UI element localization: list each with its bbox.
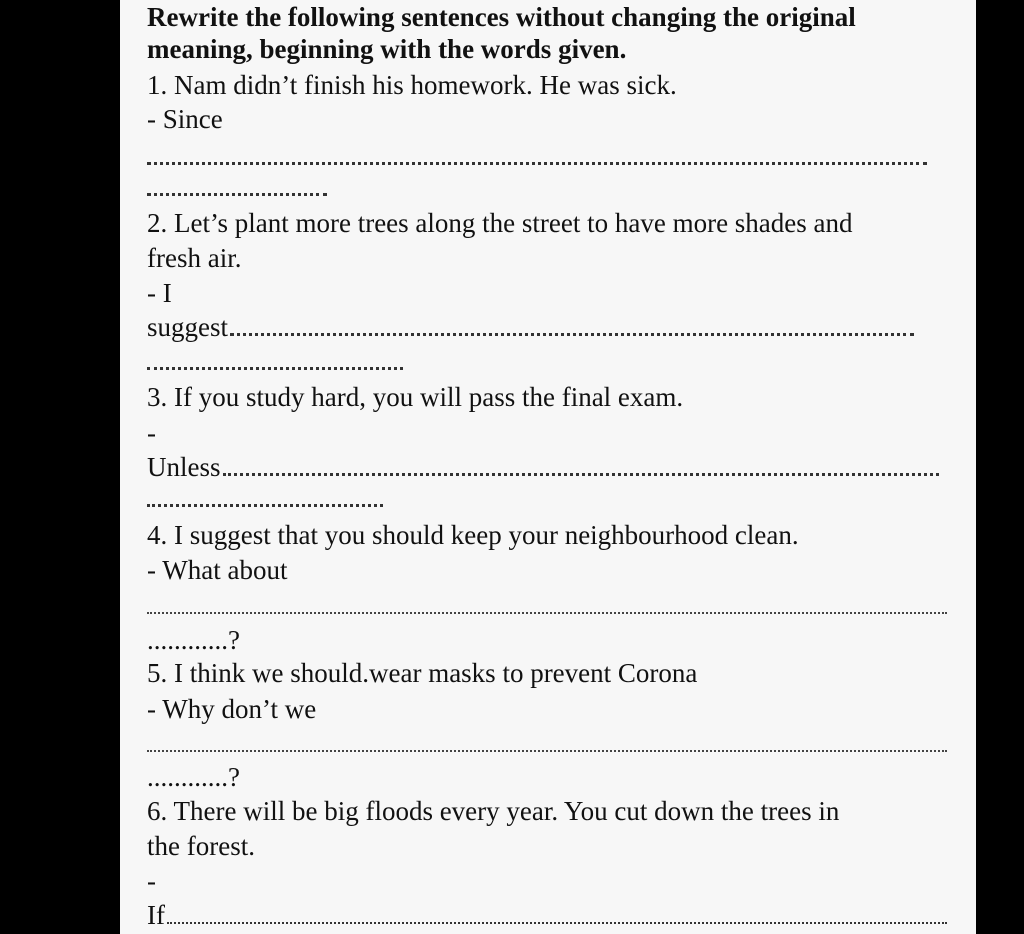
answer-line-5a[interactable]: [147, 750, 947, 752]
question-4-prompt: - What about: [147, 555, 288, 585]
question-4-text: 4. I suggest that you should keep your neighbourhood clean.: [147, 520, 799, 550]
question-1-prompt: - Since: [147, 104, 223, 134]
question-6-prompt-word: If: [147, 900, 165, 930]
question-1-text: 1. Nam didn’t finish his homework. He was sick.: [147, 70, 677, 100]
instruction-line-1: Rewrite the following sentences without changing the original: [147, 2, 856, 32]
question-2-prompt-line-1: - I: [147, 278, 172, 308]
instruction-line-2: meaning, beginning with the words given.: [147, 34, 627, 64]
question-5-ending[interactable]: ............?: [147, 762, 240, 792]
answer-line-1a[interactable]: [147, 162, 927, 165]
question-6-text-line-1: 6. There will be big floods every year. You cut down the trees in: [147, 796, 840, 826]
question-3-prompt-line-1: -: [147, 418, 156, 448]
question-6-prompt-line-1: -: [147, 866, 156, 896]
answer-line-3a[interactable]: [223, 473, 939, 476]
answer-line-2a[interactable]: [230, 333, 914, 336]
question-3-text: 3. If you study hard, you will pass the final exam.: [147, 382, 684, 412]
question-6-text-line-2: the forest.: [147, 831, 255, 861]
answer-line-2b[interactable]: [147, 367, 403, 370]
question-2-text-line-2: fresh air.: [147, 243, 242, 273]
question-6-prompt-line-2: [147, 900, 947, 930]
question-3-prompt-word: Unless: [147, 452, 221, 482]
answer-line-6a[interactable]: [167, 922, 947, 924]
question-2-prompt-word: suggest: [147, 312, 228, 342]
answer-line-4a[interactable]: [147, 612, 947, 614]
answer-line-3b[interactable]: [147, 504, 383, 507]
question-4-ending[interactable]: ............?: [147, 625, 240, 655]
answer-line-1b[interactable]: [147, 193, 327, 196]
question-2-prompt-line-2: [147, 312, 914, 342]
question-3-prompt-line-2: [147, 452, 939, 482]
question-5-text: 5. I think we should.wear masks to prevent Corona: [147, 658, 698, 688]
worksheet-page: [120, 0, 976, 934]
question-2-text-line-1: 2. Let’s plant more trees along the street to have more shades and: [147, 208, 853, 238]
question-5-prompt: - Why don’t we: [147, 694, 317, 724]
